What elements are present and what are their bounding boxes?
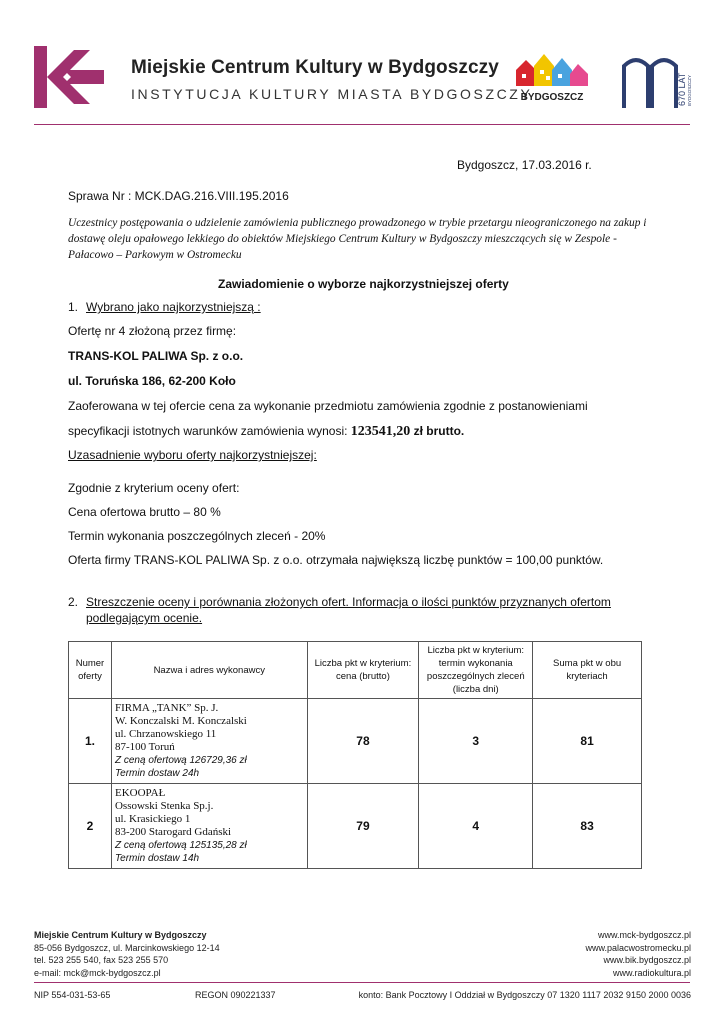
header-sum-points: Suma pkt w obu kryteriach bbox=[533, 642, 642, 699]
footer-website-link[interactable]: www.radiokultura.pl bbox=[612, 967, 691, 978]
price-points: 78 bbox=[307, 699, 419, 784]
contractor-line: Ossowski Stenka Sp.j. bbox=[114, 800, 214, 812]
time-points: 4 bbox=[419, 784, 533, 869]
header-offer-number: Numer oferty bbox=[69, 642, 112, 699]
contractor-line: FIRMA „TANK” Sp. J. bbox=[114, 702, 219, 714]
table-row bbox=[69, 784, 642, 869]
price-sentence-line-1: Zaoferowana w tej ofercie cena za wykonanie przedmiotu zamówienia zgodnie z postanowieniami bbox=[68, 399, 588, 413]
footer-website-link[interactable]: www.palacwostromecku.pl bbox=[585, 942, 691, 953]
anniversary-subtext: BYDGOSZCZY bbox=[687, 74, 692, 106]
offer-number: 1. bbox=[69, 699, 112, 784]
header-time-points: Liczba pkt w kryterium: termin wykonania poszczególnych zleceń (liczba dni) bbox=[419, 642, 533, 699]
anniversary-logo-icon bbox=[620, 52, 692, 108]
footer-regon: REGON 090221337 bbox=[195, 990, 276, 1000]
footer-phone: tel. 523 255 540, fax 523 255 570 bbox=[34, 955, 169, 965]
section-1-heading: Wybrano jako najkorzystniejszą : bbox=[86, 300, 261, 314]
anniversary-text: 670 LAT bbox=[677, 72, 687, 106]
contractor-line: 87-100 Toruń bbox=[114, 741, 175, 753]
bydgoszcz-city-logo-icon bbox=[512, 52, 592, 106]
winning-company: TRANS-KOL PALIWA Sp. z o.o. bbox=[68, 349, 244, 363]
table-header-row bbox=[69, 642, 642, 699]
footer-divider bbox=[34, 982, 690, 983]
contractor-line: W. Konczalski M. Konczalski bbox=[114, 715, 247, 727]
footer-contact bbox=[34, 929, 220, 979]
criterion-price: Cena ofertowa brutto – 80 % bbox=[68, 505, 221, 519]
price-sentence-line-2 bbox=[68, 423, 464, 440]
justification-heading: Uzasadnienie wyboru oferty najkorzystniejszej: bbox=[68, 448, 317, 462]
contractor-cell bbox=[111, 784, 307, 869]
price-note: Z ceną ofertową 125135,28 zł bbox=[114, 840, 247, 851]
notice-title: Zawiadomienie o wyborze najkorzystniejszej oferty bbox=[218, 277, 509, 291]
price-sentence-text: specyfikacji istotnych warunków zamówienia wynosi: bbox=[68, 424, 351, 438]
section-2-number: 2. bbox=[68, 595, 79, 609]
criteria-intro: Zgodnie z kryterium oceny ofert: bbox=[68, 481, 240, 495]
sum-points: 83 bbox=[533, 784, 642, 869]
section-1-number: 1. bbox=[68, 300, 79, 314]
offers-table bbox=[68, 641, 642, 869]
place-date: Bydgoszcz, 17.03.2016 r. bbox=[457, 158, 592, 172]
winning-address: ul. Toruńska 186, 62-200 Koło bbox=[68, 374, 236, 388]
offer-number: 2 bbox=[69, 784, 112, 869]
org-name: Miejskie Centrum Kultury w Bydgoszczy bbox=[131, 57, 499, 78]
price-note: Z ceną ofertową 126729,36 zł bbox=[114, 755, 247, 766]
footer-bank-account: konto: Bank Pocztowy I Oddział w Bydgoszczy 07 1320 1117 2032 9150 2000 0036 bbox=[358, 990, 691, 1000]
criterion-time: Termin wykonania poszczególnych zleceń - 20% bbox=[68, 529, 326, 543]
footer-websites bbox=[585, 929, 691, 979]
footer-email[interactable]: e-mail: mck@mck-bydgoszcz.pl bbox=[34, 967, 161, 978]
sum-points: 81 bbox=[533, 699, 642, 784]
time-points: 3 bbox=[419, 699, 533, 784]
delivery-note: Termin dostaw 24h bbox=[114, 768, 200, 779]
city-logo-text: BYDGOSZCZ bbox=[520, 92, 584, 103]
section-2-heading-line-2: podlegającym ocenie. bbox=[86, 611, 203, 625]
header-contractor: Nazwa i adres wykonawcy bbox=[111, 642, 307, 699]
footer-nip: NIP 554-031-53-65 bbox=[34, 990, 111, 1000]
delivery-note: Termin dostaw 14h bbox=[114, 853, 200, 864]
mck-logo-icon bbox=[34, 46, 104, 108]
footer-website-link[interactable]: www.mck-bydgoszcz.pl bbox=[597, 930, 691, 940]
offer-line: Ofertę nr 4 złożoną przez firmę: bbox=[68, 324, 237, 338]
section-2-heading-line-1: Streszczenie oceny i porównania złożonych ofert. Informacja o ilości punktów przyznanych ofertom bbox=[86, 595, 611, 609]
contractor-line: ul. Chrzanowskiego 11 bbox=[114, 728, 217, 740]
contractor-line: 83-200 Starogard Gdański bbox=[114, 826, 232, 838]
footer-org-name: Miejskie Centrum Kultury w Bydgoszczy bbox=[34, 930, 207, 940]
footer-address: 85-056 Bydgoszcz, ul. Marcinkowskiego 12-14 bbox=[34, 942, 220, 953]
org-subtitle: INSTYTUCJA KULTURY MIASTA BYDGOSZCZY bbox=[131, 86, 533, 102]
price-amount: 123541,20 bbox=[350, 424, 411, 439]
price-points: 79 bbox=[307, 784, 419, 869]
intro-paragraph: Uczestnicy postępowania o udzielenie zamówienia publicznego prowadzonego w trybie przetargu nieograniczonego na zakup i dostawę oleju opałowego lekkiego do obiektów Miejskiego Centrum Kultury w Bydgoszczy mieszczących się w Zespole -Pałacowo – Parkowym w Ostromecku bbox=[68, 217, 647, 261]
evaluation-result: Oferta firmy TRANS-KOL PALIWA Sp. z o.o. otrzymała największą liczbę punktów = 100,00 punktów. bbox=[68, 553, 604, 567]
header-divider bbox=[34, 124, 690, 125]
price-suffix: zł brutto. bbox=[410, 424, 465, 438]
contractor-cell bbox=[111, 699, 307, 784]
contractor-line: ul. Krasickiego 1 bbox=[114, 813, 191, 825]
header-price-points: Liczba pkt w kryterium: cena (brutto) bbox=[307, 642, 419, 699]
table-row bbox=[69, 699, 642, 784]
footer-website-link[interactable]: www.bik.bydgoszcz.pl bbox=[603, 955, 691, 965]
contractor-line: EKOOPAŁ bbox=[114, 787, 166, 799]
case-number: Sprawa Nr : MCK.DAG.216.VIII.195.2016 bbox=[68, 189, 289, 203]
